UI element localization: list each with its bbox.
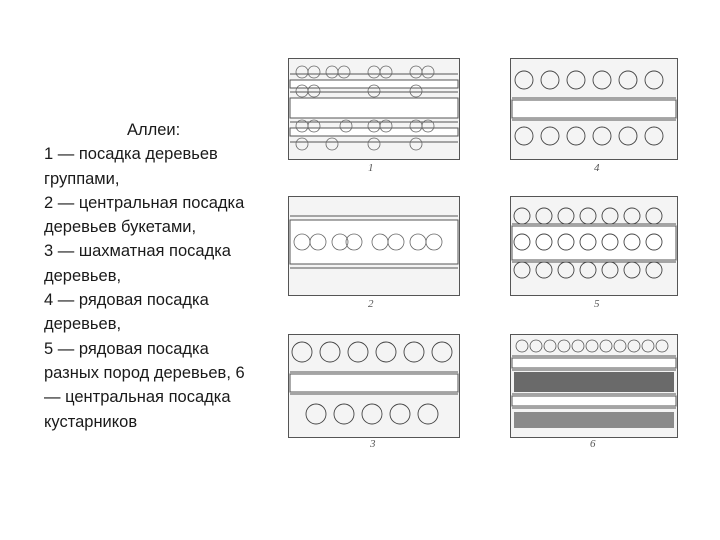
legend-line: 3 — шахматная посадка (44, 242, 231, 261)
figure-6-central-shrubs (510, 334, 678, 450)
legend-line: — центральная посадка (44, 388, 231, 407)
legend-line: деревьев, (44, 266, 122, 285)
legend-line: группами, (44, 169, 120, 188)
figure-number: 1 (368, 162, 374, 174)
figure-5-mixed-rows (510, 196, 678, 310)
legend-line: 1 — посадка деревьев (44, 145, 218, 164)
figure-1-group-planting (288, 58, 460, 174)
legend-line: кустарников (44, 412, 138, 431)
legend-line: разных пород деревьев, 6 (44, 363, 245, 382)
alley-legend-text (44, 118, 276, 434)
legend-title: Аллеи: (127, 121, 181, 139)
figure-2-central-bouquets (288, 196, 460, 310)
figure-number: 4 (594, 162, 600, 174)
legend-line: 5 — рядовая посадка (44, 339, 209, 358)
figure-number: 2 (368, 298, 374, 310)
legend-line: 2 — центральная посадка (44, 193, 245, 212)
figure-number: 5 (594, 298, 600, 310)
legend-line: деревьев букетами, (44, 218, 197, 237)
figure-4-row-planting (510, 58, 678, 174)
legend-line: 4 — рядовая посадка (44, 291, 209, 310)
legend-line: деревьев, (44, 315, 122, 334)
figure-number: 6 (590, 438, 596, 450)
figure-3-staggered (288, 334, 460, 450)
figure-number: 3 (370, 438, 376, 450)
